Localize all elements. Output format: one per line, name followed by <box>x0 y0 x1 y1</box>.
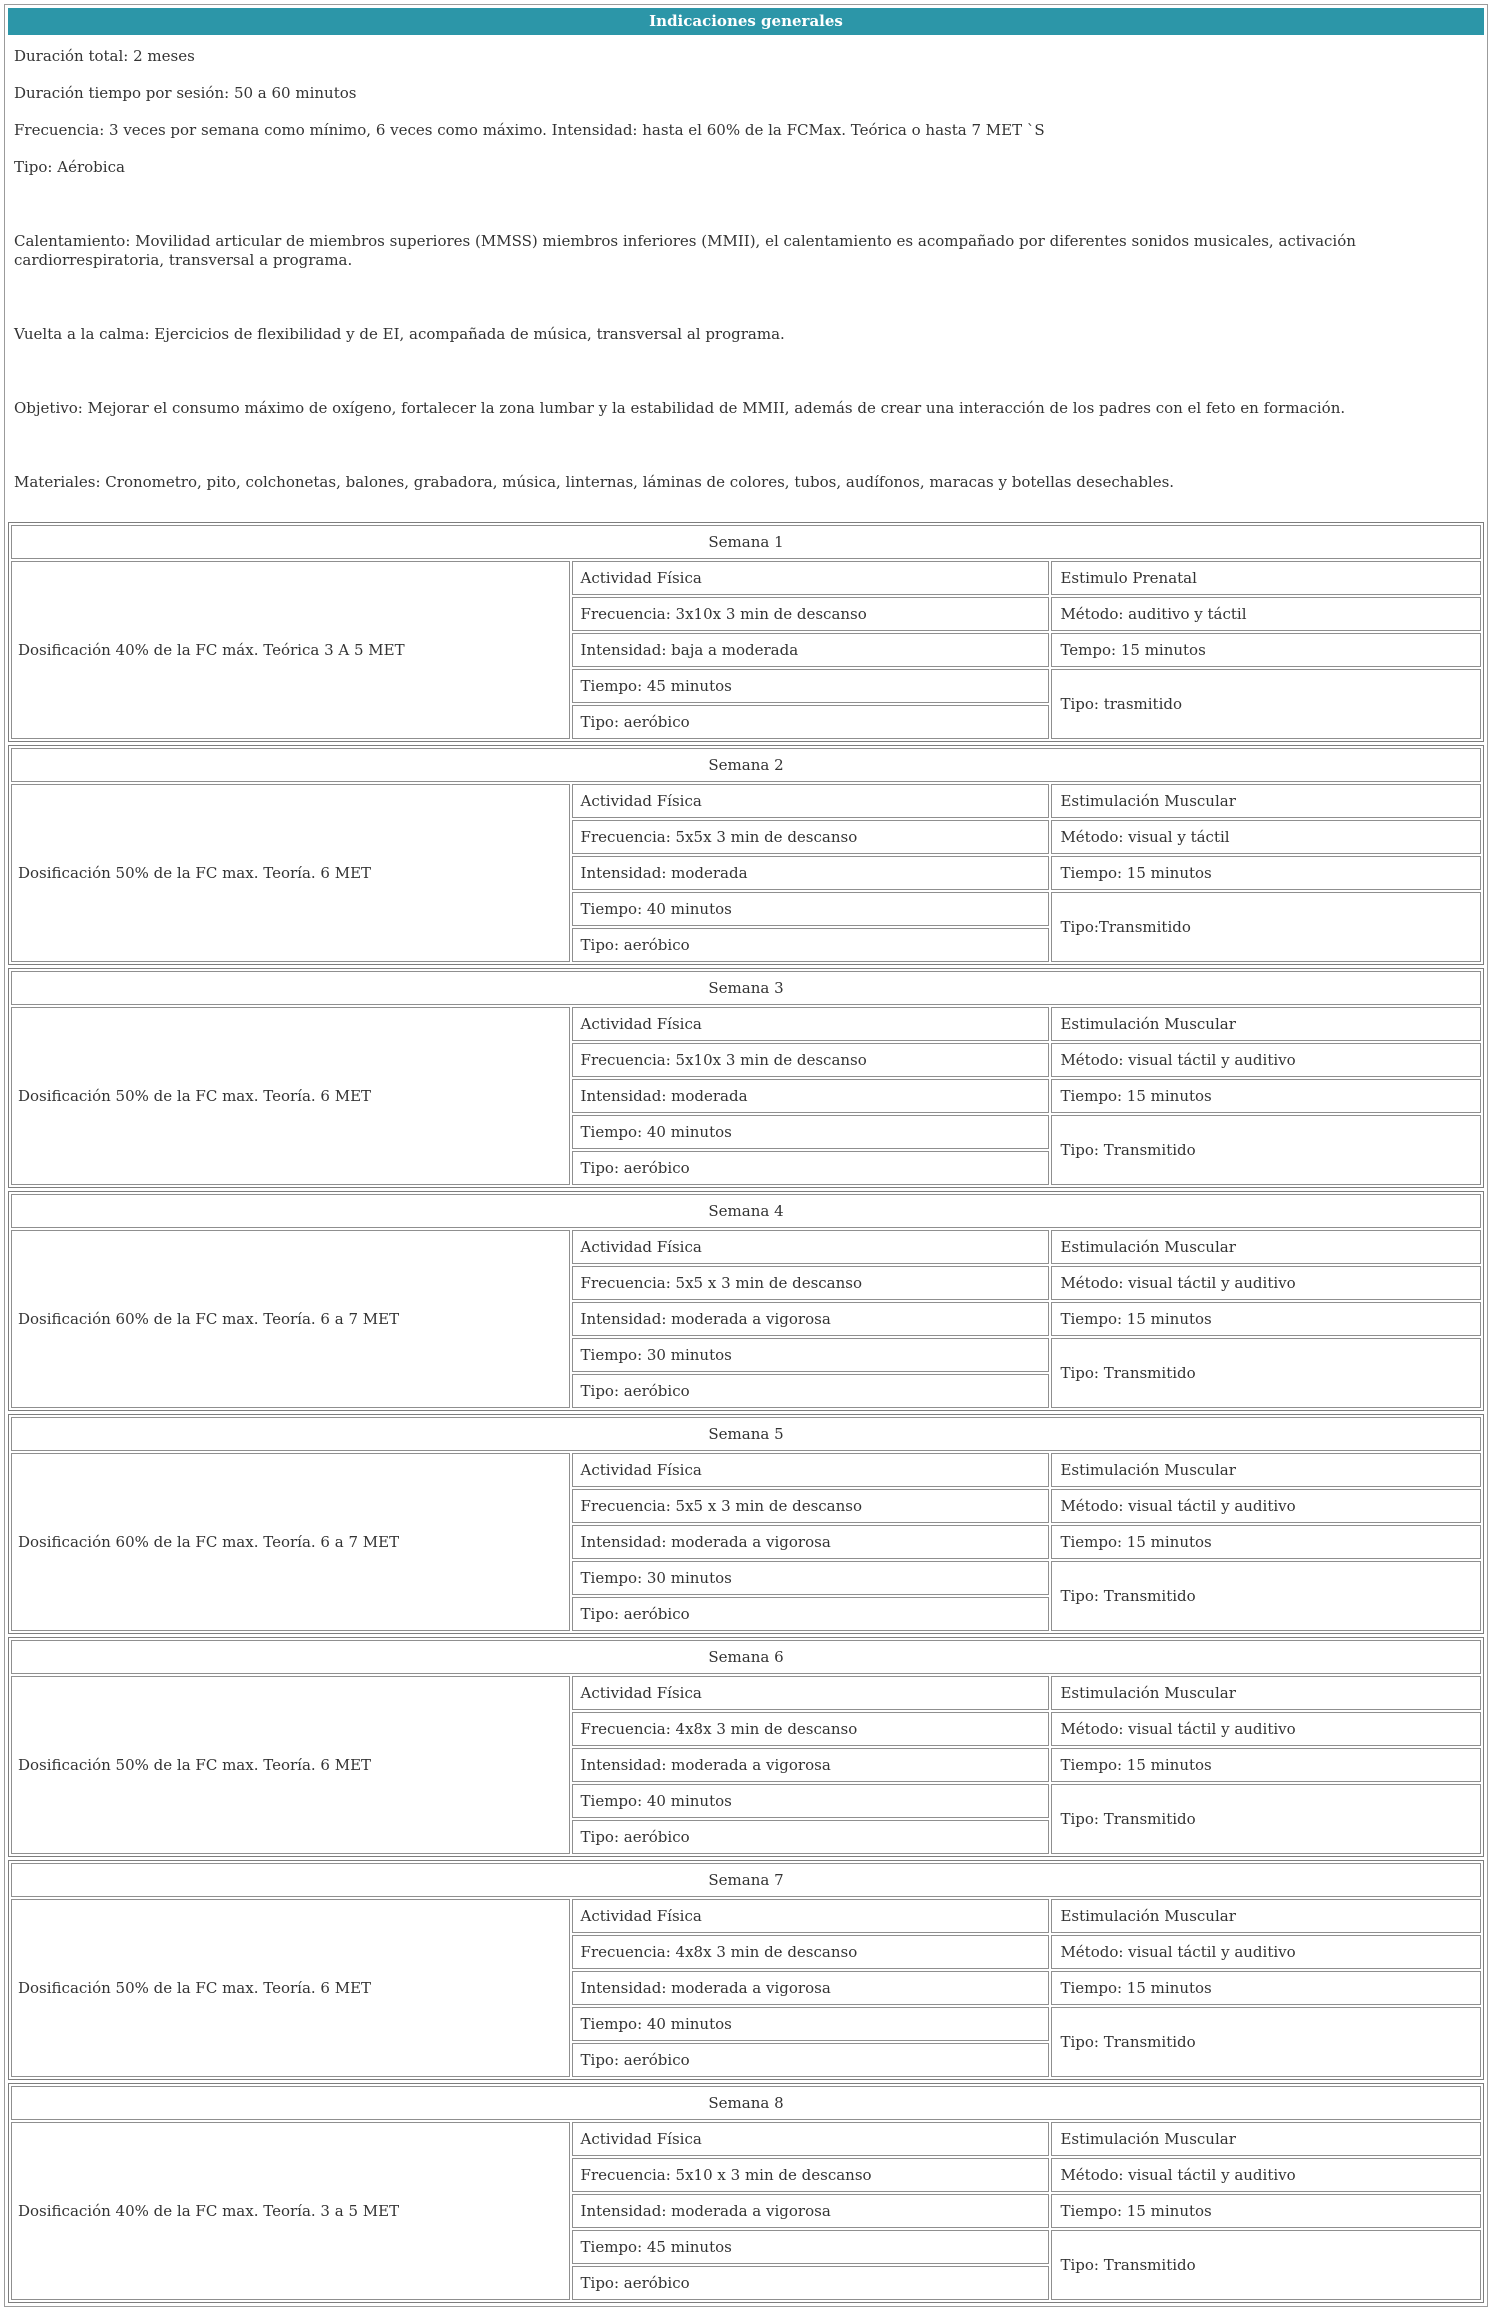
actividad-tipo: Tipo: aeróbico <box>572 2266 1050 2300</box>
actividad-fisica-header: Actividad Física <box>572 561 1050 595</box>
actividad-tiempo: Tiempo: 30 minutos <box>572 1338 1050 1372</box>
actividad-frecuencia: Frecuencia: 5x10 x 3 min de descanso <box>572 2158 1050 2192</box>
estimulo-metodo: Método: visual táctil y auditivo <box>1051 1043 1481 1077</box>
week-title: Semana 4 <box>11 1194 1481 1228</box>
estimulo-tipo: Tipo:Transmitido <box>1051 892 1481 962</box>
actividad-tipo: Tipo: aeróbico <box>572 1151 1050 1185</box>
actividad-intensidad: Intensidad: moderada a vigorosa <box>572 1748 1050 1782</box>
estimulo-header: Estimulación Muscular <box>1051 1676 1481 1710</box>
estimulo-tipo: Tipo: Transmitido <box>1051 1115 1481 1185</box>
intro-blank-line <box>14 362 1480 381</box>
week-title: Semana 1 <box>11 525 1481 559</box>
estimulo-tiempo: Tiempo: 15 minutos <box>1051 856 1481 890</box>
actividad-intensidad: Intensidad: moderada <box>572 1079 1050 1113</box>
week-dosificacion: Dosificación 50% de la FC max. Teoría. 6 MET <box>11 1007 570 1185</box>
actividad-tipo: Tipo: aeróbico <box>572 2043 1050 2077</box>
week-title-row <box>11 748 1481 782</box>
estimulo-metodo: Método: auditivo y táctil <box>1051 597 1481 631</box>
table-row <box>11 1230 1481 1264</box>
estimulo-metodo: Método: visual táctil y auditivo <box>1051 1266 1481 1300</box>
week-dosificacion: Dosificación 60% de la FC max. Teoría. 6 a 7 MET <box>11 1453 570 1631</box>
week-title-row <box>11 525 1481 559</box>
actividad-frecuencia: Frecuencia: 5x5x 3 min de descanso <box>572 820 1050 854</box>
document-page <box>4 4 1488 2307</box>
week-dosificacion: Dosificación 40% de la FC máx. Teórica 3 A 5 MET <box>11 561 570 739</box>
actividad-tiempo: Tiempo: 30 minutos <box>572 1561 1050 1595</box>
actividad-fisica-header: Actividad Física <box>572 1453 1050 1487</box>
estimulo-metodo: Método: visual y táctil <box>1051 820 1481 854</box>
week-dosificacion: Dosificación 50% de la FC max. Teoría. 6 MET <box>11 1676 570 1854</box>
estimulo-header: Estimulación Muscular <box>1051 2122 1481 2156</box>
actividad-intensidad: Intensidad: moderada a vigorosa <box>572 1971 1050 2005</box>
week-table <box>8 2083 1484 2303</box>
actividad-fisica-header: Actividad Física <box>572 1676 1050 1710</box>
table-row <box>11 1899 1481 1933</box>
estimulo-tipo: Tipo: Transmitido <box>1051 1561 1481 1631</box>
week-title: Semana 6 <box>11 1640 1481 1674</box>
estimulo-metodo: Método: visual táctil y auditivo <box>1051 1712 1481 1746</box>
weeks-section <box>8 522 1484 2303</box>
actividad-intensidad: Intensidad: moderada a vigorosa <box>572 2194 1050 2228</box>
table-row <box>11 1676 1481 1710</box>
actividad-intensidad: Intensidad: baja a moderada <box>572 633 1050 667</box>
intro-vuelta-calma: Vuelta a la calma: Ejercicios de flexibilidad y de EI, acompañada de música, transversal al programa. <box>14 325 785 343</box>
estimulo-tiempo: Tiempo: 15 minutos <box>1051 1525 1481 1559</box>
intro-tipo: Tipo: Aérobica <box>14 158 125 176</box>
week-table <box>8 1191 1484 1411</box>
intro-blank-line <box>14 436 1480 455</box>
table-row <box>11 784 1481 818</box>
intro-frecuencia: Frecuencia: 3 veces por semana como mínimo, 6 veces como máximo. Intensidad: hasta el 60% de la FCMax. Teórica o hasta 7 MET `S <box>14 121 1045 139</box>
intro-objetivo: Objetivo: Mejorar el consumo máximo de oxígeno, fortalecer la zona lumbar y la estabilidad de MMII, además de crear una interacción de los padres con el feto en formación. <box>14 399 1346 417</box>
week-title-row <box>11 1417 1481 1451</box>
week-table <box>8 968 1484 1188</box>
estimulo-tiempo: Tiempo: 15 minutos <box>1051 1079 1481 1113</box>
intro-blank-line <box>14 288 1480 307</box>
table-row <box>11 1007 1481 1041</box>
estimulo-tiempo: Tiempo: 15 minutos <box>1051 1748 1481 1782</box>
estimulo-header: Estimulación Muscular <box>1051 1007 1481 1041</box>
week-dosificacion: Dosificación 50% de la FC max. Teoría. 6 MET <box>11 1899 570 2077</box>
week-table <box>8 1860 1484 2080</box>
actividad-frecuencia: Frecuencia: 3x10x 3 min de descanso <box>572 597 1050 631</box>
week-title-row <box>11 1863 1481 1897</box>
estimulo-metodo: Método: visual táctil y auditivo <box>1051 1935 1481 1969</box>
actividad-frecuencia: Frecuencia: 5x5 x 3 min de descanso <box>572 1266 1050 1300</box>
estimulo-tipo: Tipo: trasmitido <box>1051 669 1481 739</box>
intro-blank-line <box>14 195 1480 214</box>
actividad-tiempo: Tiempo: 40 minutos <box>572 1115 1050 1149</box>
estimulo-metodo: Método: visual táctil y auditivo <box>1051 1489 1481 1523</box>
week-table <box>8 522 1484 742</box>
estimulo-header: Estimulo Prenatal <box>1051 561 1481 595</box>
week-dosificacion: Dosificación 40% de la FC max. Teoría. 3 a 5 MET <box>11 2122 570 2300</box>
table-row <box>11 2122 1481 2156</box>
week-title-row <box>11 971 1481 1005</box>
week-title: Semana 2 <box>11 748 1481 782</box>
actividad-fisica-header: Actividad Física <box>572 1007 1050 1041</box>
week-title-row <box>11 1640 1481 1674</box>
week-title-row <box>11 2086 1481 2120</box>
actividad-frecuencia: Frecuencia: 5x5 x 3 min de descanso <box>572 1489 1050 1523</box>
actividad-intensidad: Intensidad: moderada <box>572 856 1050 890</box>
intro-calentamiento: Calentamiento: Movilidad articular de miembros superiores (MMSS) miembros inferiores (MMII), el calentamiento es acompañado por diferentes sonidos musicales, activación cardiorrespiratoria, transversal a programa. <box>14 232 1356 269</box>
actividad-frecuencia: Frecuencia: 4x8x 3 min de descanso <box>572 1712 1050 1746</box>
banner-title: Indicaciones generales <box>649 12 843 30</box>
estimulo-tiempo: Tiempo: 15 minutos <box>1051 2194 1481 2228</box>
week-table <box>8 1414 1484 1634</box>
estimulo-metodo: Método: visual táctil y auditivo <box>1051 2158 1481 2192</box>
actividad-tipo: Tipo: aeróbico <box>572 705 1050 739</box>
week-table <box>8 1637 1484 1857</box>
week-title-row <box>11 1194 1481 1228</box>
actividad-tipo: Tipo: aeróbico <box>572 1597 1050 1631</box>
actividad-frecuencia: Frecuencia: 5x10x 3 min de descanso <box>572 1043 1050 1077</box>
actividad-frecuencia: Frecuencia: 4x8x 3 min de descanso <box>572 1935 1050 1969</box>
actividad-tiempo: Tiempo: 40 minutos <box>572 1784 1050 1818</box>
estimulo-tiempo: Tempo: 15 minutos <box>1051 633 1481 667</box>
intro-duracion-sesion: Duración tiempo por sesión: 50 a 60 minutos <box>14 84 357 102</box>
actividad-tipo: Tipo: aeróbico <box>572 1820 1050 1854</box>
estimulo-tipo: Tipo: Transmitido <box>1051 2230 1481 2300</box>
estimulo-tiempo: Tiempo: 15 minutos <box>1051 1302 1481 1336</box>
general-indications-section <box>8 35 1484 512</box>
intro-duracion-total: Duración total: 2 meses <box>14 47 195 65</box>
actividad-tiempo: Tiempo: 40 minutos <box>572 2007 1050 2041</box>
actividad-fisica-header: Actividad Física <box>572 1899 1050 1933</box>
actividad-fisica-header: Actividad Física <box>572 2122 1050 2156</box>
estimulo-header: Estimulación Muscular <box>1051 1899 1481 1933</box>
actividad-fisica-header: Actividad Física <box>572 1230 1050 1264</box>
actividad-intensidad: Intensidad: moderada a vigorosa <box>572 1525 1050 1559</box>
actividad-tiempo: Tiempo: 45 minutos <box>572 669 1050 703</box>
week-title: Semana 8 <box>11 2086 1481 2120</box>
intro-materiales: Materiales: Cronometro, pito, colchonetas, balones, grabadora, música, linternas, láminas de colores, tubos, audífonos, maracas y botellas desechables. <box>14 473 1175 491</box>
week-dosificacion: Dosificación 50% de la FC max. Teoría. 6 MET <box>11 784 570 962</box>
actividad-intensidad: Intensidad: moderada a vigorosa <box>572 1302 1050 1336</box>
estimulo-tipo: Tipo: Transmitido <box>1051 1338 1481 1408</box>
actividad-tipo: Tipo: aeróbico <box>572 928 1050 962</box>
actividad-tiempo: Tiempo: 45 minutos <box>572 2230 1050 2264</box>
table-banner <box>8 8 1484 35</box>
week-title: Semana 5 <box>11 1417 1481 1451</box>
week-title: Semana 3 <box>11 971 1481 1005</box>
table-row <box>11 561 1481 595</box>
estimulo-tipo: Tipo: Transmitido <box>1051 1784 1481 1854</box>
table-row <box>11 1453 1481 1487</box>
estimulo-tipo: Tipo: Transmitido <box>1051 2007 1481 2077</box>
estimulo-tiempo: Tiempo: 15 minutos <box>1051 1971 1481 2005</box>
estimulo-header: Estimulación Muscular <box>1051 784 1481 818</box>
estimulo-header: Estimulación Muscular <box>1051 1230 1481 1264</box>
week-title: Semana 7 <box>11 1863 1481 1897</box>
actividad-tipo: Tipo: aeróbico <box>572 1374 1050 1408</box>
estimulo-header: Estimulación Muscular <box>1051 1453 1481 1487</box>
week-table <box>8 745 1484 965</box>
actividad-fisica-header: Actividad Física <box>572 784 1050 818</box>
week-dosificacion: Dosificación 60% de la FC max. Teoría. 6 a 7 MET <box>11 1230 570 1408</box>
actividad-tiempo: Tiempo: 40 minutos <box>572 892 1050 926</box>
